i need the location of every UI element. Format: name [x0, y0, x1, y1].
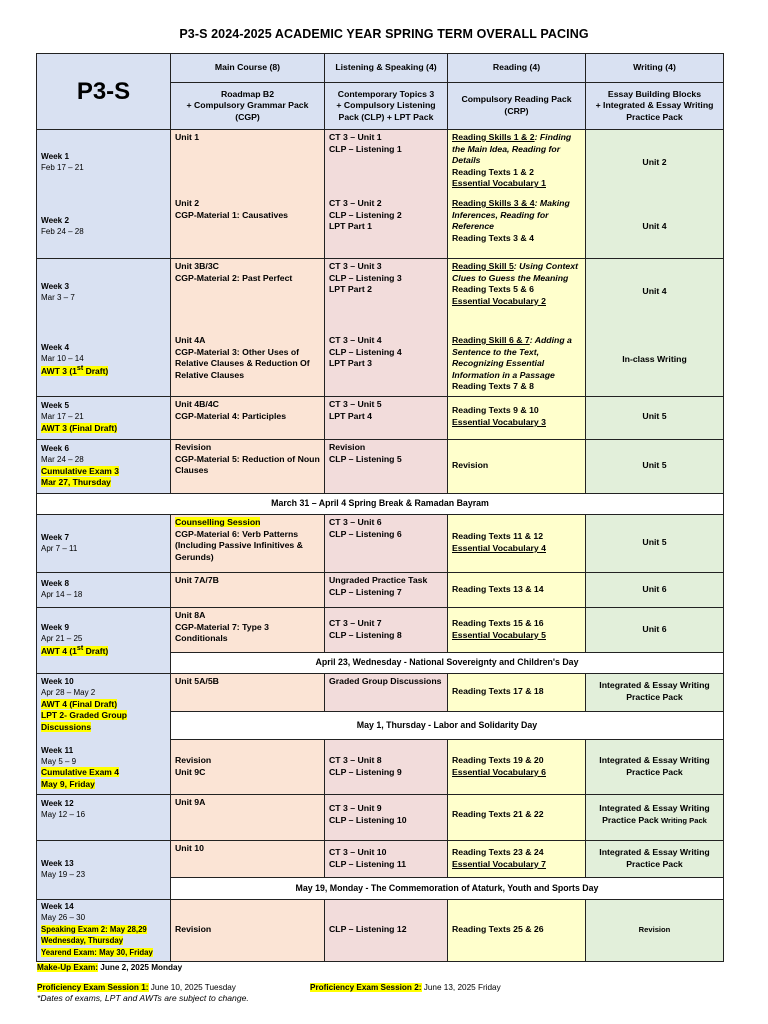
reading-header: Reading (4) — [448, 54, 586, 83]
makeup-exam-line: Make-Up Exam: June 2, 2025 Monday — [37, 963, 183, 972]
week-14-cell: Week 14 May 26 – 30 Speaking Exam 2: May 28,29 Wednesday, Thursday Yearend Exam: May 30, Friday — [37, 900, 171, 962]
reading-week-11: Reading Texts 19 & 20 Essential Vocabulary 6 — [448, 740, 586, 795]
week-6-cell: Week 6 Mar 24 – 28 Cumulative Exam 3 Mar 27, Thursday — [37, 440, 171, 494]
writing-week-12: Integrated & Essay Writing Practice Pack Writing Pack — [586, 795, 724, 841]
week-10-11-cell: Week 10 Apr 28 – May 2 AWT 4 (Final Draft) LPT 2- Graded Group Discussions Week 11 May 5 – 9 Cumulative Exam 4 May 9, Friday — [37, 674, 171, 795]
reading-week-6: Revision — [448, 440, 586, 494]
listening-week-14: CLP – Listening 12 — [325, 900, 448, 962]
listening-week-8: Ungraded Practice Task CLP – Listening 7 — [325, 573, 448, 608]
writing-week-6: Unit 5 — [586, 440, 724, 494]
pacing-table — [36, 53, 724, 962]
main-course-week-12: Unit 9A — [171, 795, 325, 841]
main-course-week-9: Unit 8A CGP-Material 7: Type 3 Conditionals — [171, 608, 325, 653]
reading-week-5: Reading Texts 9 & 10 Essential Vocabulary 3 — [448, 397, 586, 440]
reading-books: Compulsory Reading Pack (CRP) — [448, 83, 586, 130]
listening-week-7: CT 3 – Unit 6 CLP – Listening 6 — [325, 515, 448, 573]
awt-badge: AWT 3 (1st Draft) — [41, 364, 109, 377]
main-course-week-8: Unit 7A/7B — [171, 573, 325, 608]
main-course-week-5: Unit 4B/4C CGP-Material 4: Participles — [171, 397, 325, 440]
writing-week-10: Integrated & Essay Writing Practice Pack — [586, 674, 724, 712]
april-23-holiday-row: April 23, Wednesday - National Sovereignty and Children's Day — [171, 653, 724, 674]
listening-week-9: CT 3 – Unit 7 CLP – Listening 8 — [325, 608, 448, 653]
may-19-holiday-row: May 19, Monday - The Commemoration of Ataturk, Youth and Sports Day — [171, 878, 724, 900]
main-course-books: Roadmap B2 + Compulsory Grammar Pack (CGP) — [171, 83, 325, 130]
reading-week-9: Reading Texts 15 & 16 Essential Vocabulary 5 — [448, 608, 586, 653]
listening-week-6: Revision CLP – Listening 5 — [325, 440, 448, 494]
listening-books: Contemporary Topics 3 + Compulsory Listening Pack (CLP) + LPT Pack — [325, 83, 448, 130]
reading-week-3-4: Reading Skill 5: Using Context Clues to Guess the Meaning Reading Texts 5 & 6 Essential Vocabulary 2 Reading Skill 6 & 7: Adding a Sentence to the Text, Recognizing Essential Information in a Passage Reading Texts 7 & 8 — [448, 259, 586, 397]
level-label: P3-S — [37, 54, 171, 130]
main-course-week-1-2: Unit 1 Unit 2 CGP-Material 1: Causatives — [171, 130, 325, 259]
may-1-holiday-row: May 1, Thursday - Labor and Solidarity Day — [171, 712, 724, 740]
week-13-cell: Week 13 May 19 – 23 — [37, 841, 171, 900]
main-course-week-6: Revision CGP-Material 5: Reduction of Noun Clauses — [171, 440, 325, 494]
week-1-2-cell: Week 1 Feb 17 – 21 Week 2 Feb 24 – 28 — [37, 130, 171, 259]
writing-week-13: Integrated & Essay Writing Practice Pack — [586, 841, 724, 878]
reading-week-13: Reading Texts 23 & 24 Essential Vocabulary 7 — [448, 841, 586, 878]
proficiency-session-2: Proficiency Exam Session 2: June 13, 2025 Friday — [310, 983, 501, 992]
main-course-week-10: Unit 5A/5B — [171, 674, 325, 712]
counselling-badge: Counselling Session — [175, 517, 261, 527]
main-course-week-14: Revision — [171, 900, 325, 962]
listening-week-3-4: CT 3 – Unit 3 CLP – Listening 3 LPT Part 2 CT 3 – Unit 4 CLP – Listening 4 LPT Part 3 — [325, 259, 448, 397]
reading-week-10: Reading Texts 17 & 18 — [448, 674, 586, 712]
main-course-week-7: Counselling Session CGP-Material 6: Verb Patterns (Including Passive Infinitives & Gerunds) — [171, 515, 325, 573]
reading-week-12: Reading Texts 21 & 22 — [448, 795, 586, 841]
listening-week-13: CT 3 – Unit 10 CLP – Listening 11 — [325, 841, 448, 878]
listening-week-5: CT 3 – Unit 5 LPT Part 4 — [325, 397, 448, 440]
reading-week-1-2: Reading Skills 1 & 2: Finding the Main Idea, Reading for Details Reading Texts 1 & 2 Essential Vocabulary 1 Reading Skills 3 & 4: Making Inferences, Reading for Reference Reading Texts 3 & 4 — [448, 130, 586, 259]
proficiency-session-1: Proficiency Exam Session 1: June 10, 2025 Tuesday — [37, 983, 236, 992]
writing-week-5: Unit 5 — [586, 397, 724, 440]
writing-week-8: Unit 6 — [586, 573, 724, 608]
writing-week-7: Unit 5 — [586, 515, 724, 573]
listening-week-12: CT 3 – Unit 9 CLP – Listening 10 — [325, 795, 448, 841]
writing-week-9: Unit 6 — [586, 608, 724, 653]
writing-week-11: Integrated & Essay Writing Practice Pack — [586, 740, 724, 795]
listening-speaking-header: Listening & Speaking (4) — [325, 54, 448, 83]
writing-week-14: Revision — [586, 900, 724, 962]
listening-week-10: Graded Group Discussions — [325, 674, 448, 712]
week-7-cell: Week 7 Apr 7 – 11 — [37, 515, 171, 573]
writing-books: Essay Building Blocks + Integrated & Essay Writing Practice Pack — [586, 83, 724, 130]
footnote: *Dates of exams, LPT and AWTs are subject to change. — [37, 993, 249, 1003]
week-5-cell: Week 5 Mar 17 – 21 AWT 3 (Final Draft) — [37, 397, 171, 440]
writing-header: Writing (4) — [586, 54, 724, 83]
main-course-week-3-4: Unit 3B/3C CGP-Material 2: Past Perfect Unit 4A CGP-Material 3: Other Uses of Relative Clauses & Reduction Of Relative Clauses — [171, 259, 325, 397]
week-8-cell: Week 8 Apr 14 – 18 — [37, 573, 171, 608]
reading-week-7: Reading Texts 11 & 12 Essential Vocabulary 4 — [448, 515, 586, 573]
week-9-cell: Week 9 Apr 21 – 25 AWT 4 (1st Draft) — [37, 608, 171, 674]
main-course-header: Main Course (8) — [171, 54, 325, 83]
reading-week-8: Reading Texts 13 & 14 — [448, 573, 586, 608]
week-12-cell: Week 12 May 12 – 16 — [37, 795, 171, 841]
listening-week-1-2: CT 3 – Unit 1 CLP – Listening 1 CT 3 – Unit 2 CLP – Listening 2 LPT Part 1 — [325, 130, 448, 259]
listening-week-11: CT 3 – Unit 8 CLP – Listening 9 — [325, 740, 448, 795]
main-course-week-13: Unit 10 — [171, 841, 325, 878]
writing-week-1-2: Unit 2 Unit 4 — [586, 130, 724, 259]
reading-week-14: Reading Texts 25 & 26 — [448, 900, 586, 962]
week-3-4-cell: Week 3 Mar 3 – 7 Week 4 Mar 10 – 14 AWT 3 (1st Draft) — [37, 259, 171, 397]
main-course-week-11: Revision Unit 9C — [171, 740, 325, 795]
writing-week-3-4: Unit 4 In-class Writing — [586, 259, 724, 397]
page-title: P3-S 2024-2025 ACADEMIC YEAR SPRING TERM OVERALL PACING — [179, 27, 589, 41]
spring-break-row: March 31 – April 4 Spring Break & Ramadan Bayram — [37, 494, 724, 515]
